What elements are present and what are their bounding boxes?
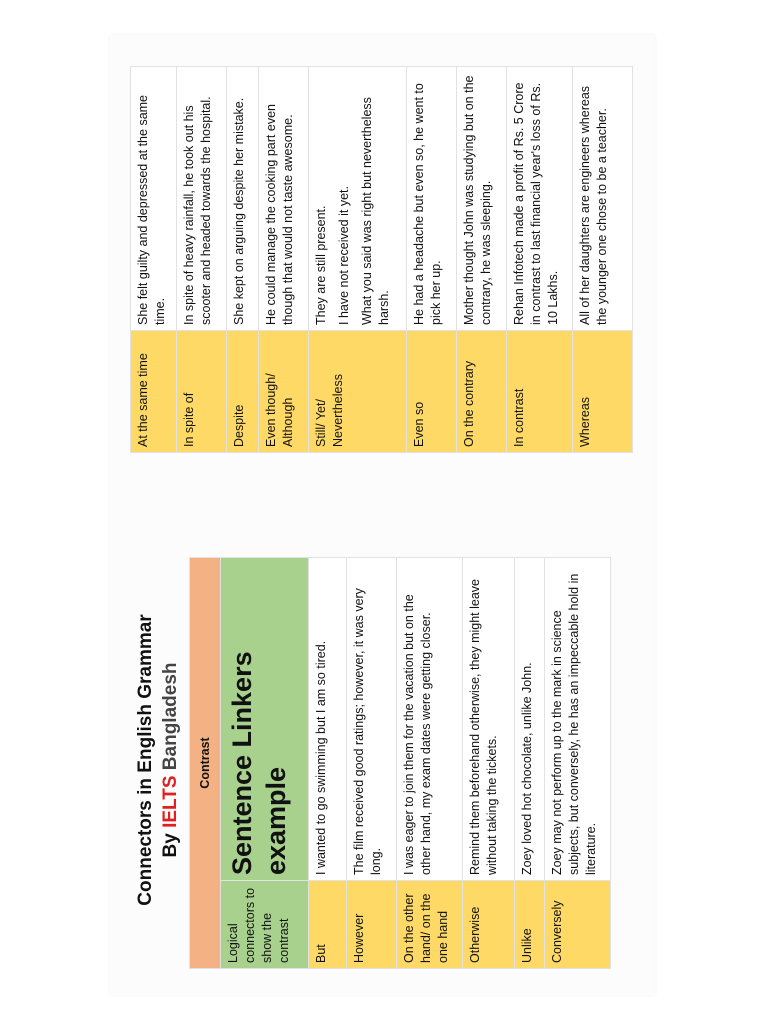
table-row [407,67,457,453]
connector-cell: Conversely [545,881,611,969]
example-line: In spite of heavy rainfall, he took out his scooter and headed towards the hospital. [182,96,213,325]
byline-rest: Bangladesh [160,662,181,771]
example-cell: Remind them beforehand otherwise, they might leave without taking the tickets. [463,558,515,881]
table-header-row [221,558,309,969]
example-cell [259,67,309,331]
table-row [309,67,407,453]
connector-cell: In contrast [507,331,573,453]
connector-cell: At the same time [131,331,177,453]
table-row [131,67,177,453]
contrast-banner: Contrast [190,558,221,969]
table-row [507,67,573,453]
example-cell [457,67,507,331]
connector-cell: Despite [227,331,259,453]
example-cell [177,67,227,331]
example-cell: Zoey loved hot chocolate, unlike John. [515,558,545,881]
example-cell: Zoey may not perform up to the mark in science subjects, but conversely, he has an impeccable hold in literature. [545,558,611,881]
table-row [463,558,515,969]
table-row [259,67,309,453]
connector-cell: However [347,881,397,969]
example-line: She felt guilty and depressed at the same time. [136,94,167,325]
connector-cell: In spite of [177,331,227,453]
table-row [573,67,633,453]
contrast-table-2 [130,66,633,453]
example-line: She kept on arguing despite her mistake. [232,97,246,325]
table-row [309,558,347,969]
example-line: I have not received it yet. [337,186,351,325]
byline [160,525,182,995]
example-cell [407,67,457,331]
example-line: They are still present. [314,205,328,325]
example-cell: I was eager to join them for the vacation but on the other hand, my exam dates were getting closer. [397,558,463,881]
example-line: What you said was right but nevertheless harsh. [360,97,391,325]
connector-cell: On the other hand/ on the one hand [397,881,463,969]
connector-cell: But [309,881,347,969]
byline-brand: IELTS [160,775,181,828]
header-sentence-linkers-text: Sentence Linkers example [227,651,291,875]
example-line: Rehan Infotech made a profit of Rs. 5 Crore in contrast to last financial year's loss of Rs. 10 Lakhs. [512,82,560,325]
table-banner-row [190,558,221,969]
document-title: Connectors in English Grammar [135,614,156,906]
header-logical-connectors: Logical connectors to show the contrast [221,881,309,969]
connector-cell: Unlike [515,881,545,969]
table-row [397,558,463,969]
table-row [177,67,227,453]
example-cell: The film received good ratings; however, it was very long. [347,558,397,881]
connector-cell: Even so [407,331,457,453]
example-line: Mother thought John was studying but on the contrary, he was sleeping. [462,75,493,325]
example-cell: I wanted to go swimming but I am so tired. [309,558,347,881]
table-row [227,67,259,453]
byline-prefix: By [160,833,181,858]
example-cell [507,67,573,331]
table-row [457,67,507,453]
contrast-table-1 [189,557,611,969]
rotated-document-content [110,35,655,995]
connector-cell: On the contrary [457,331,507,453]
table-row [545,558,611,969]
connector-cell: Whereas [573,331,633,453]
example-cell [573,67,633,331]
example-line: He could manage the cooking part even though that would not taste awesome. [264,104,295,325]
table-row [347,558,397,969]
table-row [515,558,545,969]
connector-cell: Still/ Yet/ Nevertheless [309,331,407,453]
example-line: All of her daughters are engineers whereas the younger one chose to be a teacher. [578,85,609,325]
connector-cell: Otherwise [463,881,515,969]
example-line: He had a headache but even so, he went to pick her up. [412,83,443,325]
example-cell [227,67,259,331]
header-sentence-linkers [221,558,309,881]
example-cell [309,67,407,331]
connector-cell: Even though/ Although [259,331,309,453]
example-cell [131,67,177,331]
